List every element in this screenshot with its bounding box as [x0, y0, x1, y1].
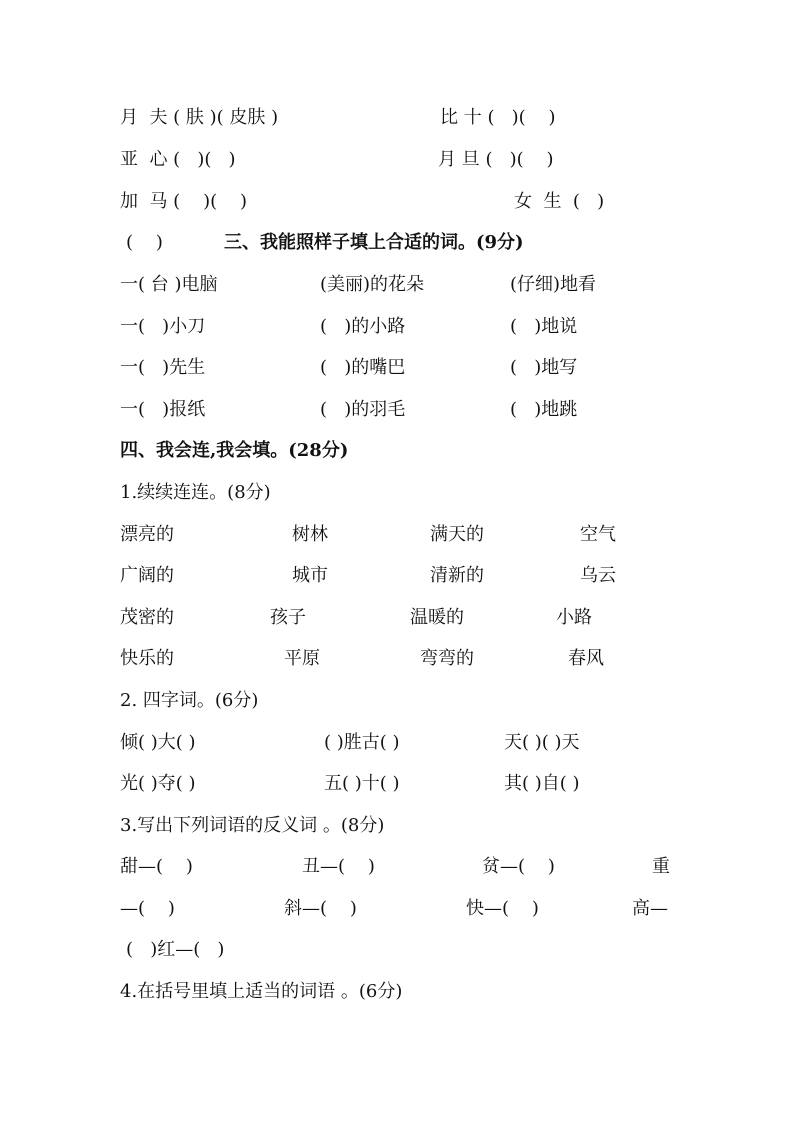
char-combo-right: 月 旦 ( )( )	[438, 149, 554, 170]
idiom-item: 光( )夺( )	[120, 773, 196, 794]
match-word: 平原	[284, 648, 320, 669]
match-word: 快乐的	[120, 648, 174, 669]
antonym-item: 丑—( )	[302, 856, 375, 877]
char-combo-left: 加 马 ( )( )	[120, 191, 248, 212]
char-combo-blank: ( )	[126, 232, 163, 253]
q4-title: 4.在括号里填上适当的词语 。(6分)	[120, 981, 403, 1002]
q3-title: 3.写出下列词语的反义词 。(8分)	[120, 815, 385, 836]
match-word: 弯弯的	[420, 648, 474, 669]
q2-title: 2. 四字词。(6分)	[120, 690, 259, 711]
fill-word-a: 一( )先生	[120, 357, 206, 378]
fill-word-c: (仔细)地看	[510, 274, 597, 295]
fill-word-c: ( )地写	[510, 357, 578, 378]
antonym-item: 甜—( )	[120, 856, 193, 877]
idiom-item: 天( )( )天	[504, 732, 580, 753]
match-word: 树林	[292, 524, 328, 545]
idiom-item: 五( )十( )	[324, 773, 400, 794]
match-word: 广阔的	[120, 565, 174, 586]
match-word: 孩子	[270, 607, 306, 628]
match-word: 茂密的	[120, 607, 174, 628]
char-combo-right: 比 十 ( )( )	[440, 107, 556, 128]
antonym-item: ( )红—( )	[126, 939, 225, 960]
match-word: 春风	[568, 648, 604, 669]
fill-word-c: ( )地说	[510, 316, 578, 337]
idiom-item: 其( )自( )	[504, 773, 580, 794]
fill-word-b: ( )的小路	[320, 316, 406, 337]
char-combo-left: 亚 心 ( )( )	[120, 149, 236, 170]
match-word: 小路	[556, 607, 592, 628]
antonym-item: 重	[652, 856, 670, 877]
match-word: 漂亮的	[120, 524, 174, 545]
q4-title-row	[120, 980, 684, 1052]
match-word: 清新的	[430, 565, 484, 586]
match-word: 城市	[292, 565, 328, 586]
antonym-item: 快—( )	[466, 898, 539, 919]
char-combo-right: 女 生 ( )	[514, 191, 605, 212]
fill-word-b: (美丽)的花朵	[320, 274, 425, 295]
fill-word-b: ( )的嘴巴	[320, 357, 406, 378]
antonym-item: —( )	[120, 898, 175, 919]
fill-word-b: ( )的羽毛	[320, 399, 406, 420]
antonym-item: 高—	[632, 898, 668, 919]
section4-heading: 四、我会连,我会填。(28分)	[120, 440, 349, 461]
antonym-item: 贫—( )	[482, 856, 555, 877]
idiom-item: ( )胜古( )	[324, 732, 400, 753]
antonym-item: 斜—( )	[284, 898, 357, 919]
q1-title: 1.续续连连。(8分)	[120, 482, 271, 503]
fill-word-a: 一( )小刀	[120, 316, 206, 337]
match-word: 满天的	[430, 524, 484, 545]
section3-heading: 三、我能照样子填上合适的词。(9分)	[224, 232, 524, 253]
match-word: 温暖的	[410, 607, 464, 628]
char-combo-left: 月 夫 ( 肤 )( 皮肤 )	[120, 107, 279, 128]
match-word: 空气	[580, 524, 616, 545]
fill-word-c: ( )地跳	[510, 399, 578, 420]
fill-word-a: 一( 台 )电脑	[120, 274, 218, 295]
match-word: 乌云	[580, 565, 616, 586]
fill-word-a: 一( )报纸	[120, 399, 206, 420]
idiom-item: 倾( )大( )	[120, 732, 196, 753]
